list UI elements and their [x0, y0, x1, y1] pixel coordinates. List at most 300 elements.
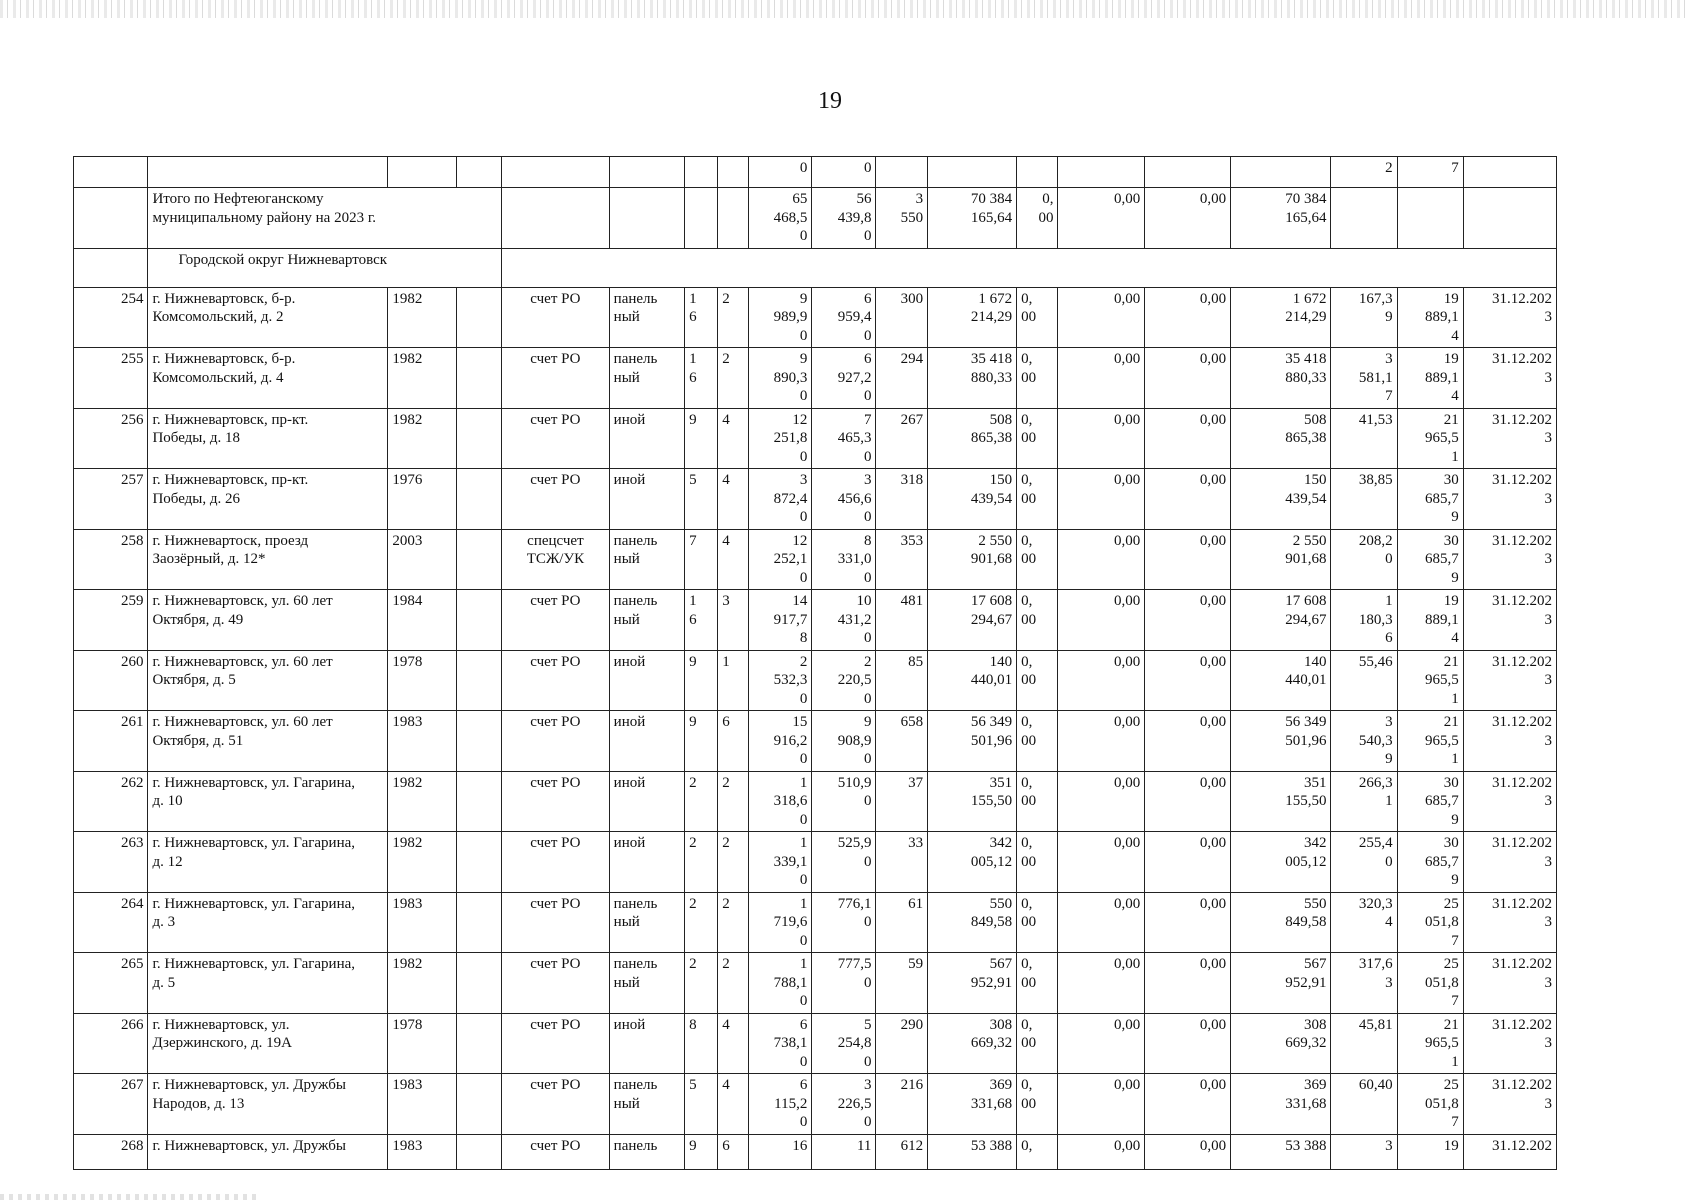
- cell-c1: 0, 00: [1017, 469, 1058, 530]
- cell-c2: 0,00: [1058, 1013, 1145, 1074]
- cell: [74, 188, 148, 249]
- cell-num: 257: [74, 469, 148, 530]
- cell: [502, 188, 610, 249]
- cell: 70 384 165,64: [1231, 188, 1331, 249]
- cell: 65 468,5 0: [749, 188, 812, 249]
- cell-c2: 0,00: [1058, 953, 1145, 1014]
- cell-num: 254: [74, 287, 148, 348]
- cell-cost-total: 369 331,68: [928, 1074, 1017, 1135]
- cell-area-total: 1 318,6 0: [749, 771, 812, 832]
- cell-per-m2: 45,81: [1331, 1013, 1397, 1074]
- cell: [1463, 157, 1556, 188]
- table-row: [74, 711, 1557, 772]
- cell-area-living: 6 959,4 0: [812, 287, 876, 348]
- cell-per-m2: 38,85: [1331, 469, 1397, 530]
- cell-floors: 9: [685, 650, 718, 711]
- cell-floors: 1 6: [685, 590, 718, 651]
- cell: [456, 157, 502, 188]
- cell-floors: 9: [685, 1134, 718, 1169]
- cell-cost-total: 140 440,01: [928, 650, 1017, 711]
- cell-date: 31.12.202 3: [1463, 529, 1556, 590]
- cell-floors: 7: [685, 529, 718, 590]
- cell-entrances: 4: [718, 408, 749, 469]
- cell-area-total: 2 532,3 0: [749, 650, 812, 711]
- cell-date: 31.12.202 3: [1463, 953, 1556, 1014]
- cell-material: панель ный: [609, 953, 684, 1014]
- cell: [502, 157, 610, 188]
- cell-c2: 0,00: [1058, 892, 1145, 953]
- cell-limit: 21 965,5 1: [1397, 650, 1463, 711]
- table-row: [74, 408, 1557, 469]
- cell-num: 258: [74, 529, 148, 590]
- cell-c2: 0,00: [1058, 529, 1145, 590]
- cell-per-m2: 55,46: [1331, 650, 1397, 711]
- cell-address: г. Нижневартовск, ул. Дружбы: [148, 1134, 388, 1169]
- cell-residents: 59: [876, 953, 928, 1014]
- cell-cost-own: 53 388: [1231, 1134, 1331, 1169]
- cell-account: счет РО: [502, 650, 610, 711]
- cell-address: г. Нижневартовск, ул. Гагарина, д. 10: [148, 771, 388, 832]
- cell-blank: [456, 469, 502, 530]
- cell-area-living: 3 226,5 0: [812, 1074, 876, 1135]
- cell-address: г. Нижневартовск, пр-кт. Победы, д. 26: [148, 469, 388, 530]
- section-header-row: [74, 248, 1557, 287]
- cell-material: панель: [609, 1134, 684, 1169]
- cell-account: счет РО: [502, 711, 610, 772]
- cell-address: г. Нижневартовск, ул. Гагарина, д. 12: [148, 832, 388, 893]
- cell-material: панель ный: [609, 529, 684, 590]
- cell-limit: 19 889,1 4: [1397, 287, 1463, 348]
- cell: [609, 157, 684, 188]
- cell-cost-total: 150 439,54: [928, 469, 1017, 530]
- cell-date: 31.12.202 3: [1463, 650, 1556, 711]
- cell-material: панель ный: [609, 590, 684, 651]
- cell-date: 31.12.202 3: [1463, 711, 1556, 772]
- cell: [928, 157, 1017, 188]
- cell-per-m2: 3: [1331, 1134, 1397, 1169]
- cell-account: счет РО: [502, 892, 610, 953]
- cell-c3: 0,00: [1145, 650, 1231, 711]
- cell: [1463, 188, 1556, 249]
- page-number: 19: [818, 88, 842, 114]
- cell-account: счет РО: [502, 832, 610, 893]
- cell-c2: 0,00: [1058, 771, 1145, 832]
- cell-c3: 0,00: [1145, 287, 1231, 348]
- cell-material: панель ный: [609, 892, 684, 953]
- cell-date: 31.12.202 3: [1463, 771, 1556, 832]
- cell-year: 1982: [388, 408, 456, 469]
- cell-num: 260: [74, 650, 148, 711]
- cell-area-living: 776,1 0: [812, 892, 876, 953]
- cell-entrances: 2: [718, 953, 749, 1014]
- cell-blank: [456, 892, 502, 953]
- cell-area-living: 2 220,5 0: [812, 650, 876, 711]
- cell-floors: 5: [685, 469, 718, 530]
- cell-c2: 0,00: [1058, 590, 1145, 651]
- cell-limit: 30 685,7 9: [1397, 771, 1463, 832]
- cell-area-total: 9 890,3 0: [749, 348, 812, 409]
- cell-entrances: 2: [718, 892, 749, 953]
- cell-area-living: 10 431,2 0: [812, 590, 876, 651]
- cell-material: панель ный: [609, 348, 684, 409]
- cell-address: г. Нижневартовск, б-р. Комсомольский, д. 4: [148, 348, 388, 409]
- cell-area-living: 5 254,8 0: [812, 1013, 876, 1074]
- cell-blank: [456, 348, 502, 409]
- cell-cost-total: 1 672 214,29: [928, 287, 1017, 348]
- cell-entrances: 6: [718, 711, 749, 772]
- cell-cost-total: 2 550 901,68: [928, 529, 1017, 590]
- table-row: [74, 892, 1557, 953]
- scan-edge-noise: [0, 0, 1686, 18]
- cell-c1: 0, 00: [1017, 1074, 1058, 1135]
- cell: [685, 188, 718, 249]
- cell-blank: [456, 529, 502, 590]
- subtotal-row: [74, 188, 1557, 249]
- cell-material: панель ный: [609, 287, 684, 348]
- cell-material: иной: [609, 408, 684, 469]
- cell-area-living: 777,5 0: [812, 953, 876, 1014]
- cell-residents: 318: [876, 469, 928, 530]
- table-row: [74, 1074, 1557, 1135]
- cell-per-m2: 317,6 3: [1331, 953, 1397, 1014]
- cell-residents: 37: [876, 771, 928, 832]
- cell-material: иной: [609, 650, 684, 711]
- cell-blank: [456, 650, 502, 711]
- cell-cost-own: 342 005,12: [1231, 832, 1331, 893]
- cell-num: 265: [74, 953, 148, 1014]
- cell-account: счет РО: [502, 469, 610, 530]
- cell-area-living: 9 908,9 0: [812, 711, 876, 772]
- table-row: [74, 650, 1557, 711]
- cell-blank: [456, 590, 502, 651]
- cell-c1: 0, 00: [1017, 590, 1058, 651]
- cell-address: г. Нижневартовск, ул. Гагарина, д. 5: [148, 953, 388, 1014]
- cell-c2: 0,00: [1058, 1074, 1145, 1135]
- cell-year: 1982: [388, 348, 456, 409]
- cell: [1397, 188, 1463, 249]
- table-row: [74, 469, 1557, 530]
- cell: 2: [1331, 157, 1397, 188]
- cell-date: 31.12.202 3: [1463, 408, 1556, 469]
- cell-per-m2: 208,2 0: [1331, 529, 1397, 590]
- cell-year: 1976: [388, 469, 456, 530]
- section-title: Городской округ Нижневартовск: [148, 248, 502, 287]
- cell-c3: 0,00: [1145, 1074, 1231, 1135]
- cell-num: 266: [74, 1013, 148, 1074]
- cell-per-m2: 41,53: [1331, 408, 1397, 469]
- cell-year: 1983: [388, 1074, 456, 1135]
- cell-date: 31.12.202 3: [1463, 832, 1556, 893]
- table-row: [74, 953, 1557, 1014]
- table-row: [74, 287, 1557, 348]
- cell: 70 384 165,64: [928, 188, 1017, 249]
- housing-table: [73, 156, 1557, 1170]
- cell-c3: 0,00: [1145, 1134, 1231, 1169]
- cell-c3: 0,00: [1145, 892, 1231, 953]
- cell-per-m2: 3 581,1 7: [1331, 348, 1397, 409]
- cell-date: 31.12.202 3: [1463, 1013, 1556, 1074]
- cell-blank: [456, 711, 502, 772]
- cell-floors: 5: [685, 1074, 718, 1135]
- cell-per-m2: 266,3 1: [1331, 771, 1397, 832]
- cell-c3: 0,00: [1145, 771, 1231, 832]
- cell-blank: [456, 287, 502, 348]
- cell-blank: [456, 1074, 502, 1135]
- cell-cost-own: 369 331,68: [1231, 1074, 1331, 1135]
- cell-limit: 30 685,7 9: [1397, 529, 1463, 590]
- cell-residents: 85: [876, 650, 928, 711]
- cell-limit: 19 889,1 4: [1397, 590, 1463, 651]
- cell-limit: 25 051,8 7: [1397, 1074, 1463, 1135]
- cell-floors: 2: [685, 771, 718, 832]
- cell-c2: 0,00: [1058, 469, 1145, 530]
- cell-num: 263: [74, 832, 148, 893]
- cell: 7: [1397, 157, 1463, 188]
- cell-entrances: 2: [718, 832, 749, 893]
- cell-limit: 25 051,8 7: [1397, 892, 1463, 953]
- cell-blank: [456, 832, 502, 893]
- cell-account: счет РО: [502, 953, 610, 1014]
- table-row: [74, 1013, 1557, 1074]
- cell-c3: 0,00: [1145, 1013, 1231, 1074]
- continuation-row: [74, 157, 1557, 188]
- cell-area-living: 3 456,6 0: [812, 469, 876, 530]
- cell-entrances: 2: [718, 771, 749, 832]
- cell-floors: 2: [685, 953, 718, 1014]
- cell-floors: 1 6: [685, 287, 718, 348]
- cell-account: счет РО: [502, 590, 610, 651]
- cell-floors: 2: [685, 832, 718, 893]
- cell: [609, 188, 684, 249]
- cell-area-total: 14 917,7 8: [749, 590, 812, 651]
- cell-account: счет РО: [502, 287, 610, 348]
- scan-edge-noise: [0, 1194, 260, 1200]
- cell-limit: 30 685,7 9: [1397, 469, 1463, 530]
- cell-cost-total: 567 952,91: [928, 953, 1017, 1014]
- cell-entrances: 4: [718, 469, 749, 530]
- cell-num: 256: [74, 408, 148, 469]
- cell-c2: 0,00: [1058, 348, 1145, 409]
- cell-cost-total: 56 349 501,96: [928, 711, 1017, 772]
- cell-year: 2003: [388, 529, 456, 590]
- cell: [148, 157, 388, 188]
- cell-area-total: 12 252,1 0: [749, 529, 812, 590]
- cell-blank: [456, 953, 502, 1014]
- table-row: [74, 529, 1557, 590]
- cell-area-total: 6 738,1 0: [749, 1013, 812, 1074]
- cell-entrances: 2: [718, 287, 749, 348]
- cell-area-total: 1 719,6 0: [749, 892, 812, 953]
- cell-c1: 0, 00: [1017, 408, 1058, 469]
- cell-date: 31.12.202 3: [1463, 469, 1556, 530]
- cell: 56 439,8 0: [812, 188, 876, 249]
- cell-address: г. Нижневартовск, б-р. Комсомольский, д. 2: [148, 287, 388, 348]
- cell-c1: 0, 00: [1017, 892, 1058, 953]
- cell-cost-own: 308 669,32: [1231, 1013, 1331, 1074]
- cell-area-total: 1 788,1 0: [749, 953, 812, 1014]
- cell-residents: 612: [876, 1134, 928, 1169]
- cell: [1058, 157, 1145, 188]
- cell-residents: 33: [876, 832, 928, 893]
- cell-residents: 353: [876, 529, 928, 590]
- cell-cost-total: 508 865,38: [928, 408, 1017, 469]
- cell-address: г. Нижневартовск, ул. 60 лет Октября, д. 5: [148, 650, 388, 711]
- cell-date: 31.12.202: [1463, 1134, 1556, 1169]
- cell-floors: 1 6: [685, 348, 718, 409]
- cell-blank: [456, 1013, 502, 1074]
- cell-c2: 0,00: [1058, 1134, 1145, 1169]
- cell-entrances: 4: [718, 1074, 749, 1135]
- cell-cost-own: 508 865,38: [1231, 408, 1331, 469]
- cell-c3: 0,00: [1145, 711, 1231, 772]
- cell-area-total: 16: [749, 1134, 812, 1169]
- cell: [1145, 157, 1231, 188]
- cell-floors: 9: [685, 711, 718, 772]
- cell-account: счет РО: [502, 408, 610, 469]
- cell-per-m2: 320,3 4: [1331, 892, 1397, 953]
- cell-floors: 2: [685, 892, 718, 953]
- cell-entrances: 4: [718, 1013, 749, 1074]
- cell-blank: [456, 1134, 502, 1169]
- cell-cost-own: 150 439,54: [1231, 469, 1331, 530]
- cell-cost-own: 1 672 214,29: [1231, 287, 1331, 348]
- cell-account: счет РО: [502, 1134, 610, 1169]
- cell-limit: 30 685,7 9: [1397, 832, 1463, 893]
- cell-per-m2: 167,3 9: [1331, 287, 1397, 348]
- cell-address: г. Нижневартовск, пр-кт. Победы, д. 18: [148, 408, 388, 469]
- cell: 0: [749, 157, 812, 188]
- cell-c3: 0,00: [1145, 590, 1231, 651]
- cell-c1: 0, 00: [1017, 832, 1058, 893]
- cell-c2: 0,00: [1058, 287, 1145, 348]
- cell-c1: 0, 00: [1017, 529, 1058, 590]
- subtotal-label: Итого по Нефтеюганскому муниципальному району на 2023 г.: [148, 188, 502, 249]
- cell-year: 1978: [388, 1013, 456, 1074]
- cell-residents: 294: [876, 348, 928, 409]
- cell-limit: 19 889,1 4: [1397, 348, 1463, 409]
- cell-year: 1984: [388, 590, 456, 651]
- cell-limit: 19: [1397, 1134, 1463, 1169]
- cell-c2: 0,00: [1058, 650, 1145, 711]
- table-row: [74, 832, 1557, 893]
- cell-entrances: 3: [718, 590, 749, 651]
- cell-material: иной: [609, 771, 684, 832]
- cell-year: 1982: [388, 832, 456, 893]
- cell-per-m2: 255,4 0: [1331, 832, 1397, 893]
- cell-num: 255: [74, 348, 148, 409]
- cell: [718, 157, 749, 188]
- cell-per-m2: 60,40: [1331, 1074, 1397, 1135]
- cell-account: счет РО: [502, 1074, 610, 1135]
- cell-address: г. Нижневартовск, ул. Гагарина, д. 3: [148, 892, 388, 953]
- cell-cost-total: 53 388: [928, 1134, 1017, 1169]
- cell-area-total: 15 916,2 0: [749, 711, 812, 772]
- cell-per-m2: 3 540,3 9: [1331, 711, 1397, 772]
- cell-address: г. Нижневартовск, ул. 60 лет Октября, д. 51: [148, 711, 388, 772]
- cell-num: 264: [74, 892, 148, 953]
- cell-residents: 481: [876, 590, 928, 651]
- cell-date: 31.12.202 3: [1463, 590, 1556, 651]
- cell-c1: 0, 00: [1017, 348, 1058, 409]
- cell-cost-own: 140 440,01: [1231, 650, 1331, 711]
- cell-area-living: 6 927,2 0: [812, 348, 876, 409]
- cell: [388, 157, 456, 188]
- cell-area-living: 11: [812, 1134, 876, 1169]
- cell-c1: 0, 00: [1017, 1013, 1058, 1074]
- cell-c1: 0, 00: [1017, 771, 1058, 832]
- cell-date: 31.12.202 3: [1463, 287, 1556, 348]
- cell-cost-total: 342 005,12: [928, 832, 1017, 893]
- cell-material: иной: [609, 469, 684, 530]
- cell-area-total: 12 251,8 0: [749, 408, 812, 469]
- cell-num: 259: [74, 590, 148, 651]
- cell-entrances: 4: [718, 529, 749, 590]
- cell-entrances: 1: [718, 650, 749, 711]
- cell-c3: 0,00: [1145, 529, 1231, 590]
- cell-year: 1982: [388, 287, 456, 348]
- cell-residents: 61: [876, 892, 928, 953]
- cell-area-living: 510,9 0: [812, 771, 876, 832]
- table-row: [74, 590, 1557, 651]
- cell-account: счет РО: [502, 348, 610, 409]
- cell-address: г. Нижневартовск, ул. Дзержинского, д. 19А: [148, 1013, 388, 1074]
- cell-c1: 0, 00: [1017, 650, 1058, 711]
- cell-cost-own: 56 349 501,96: [1231, 711, 1331, 772]
- cell-residents: 267: [876, 408, 928, 469]
- cell: [876, 157, 928, 188]
- cell-cost-total: 35 418 880,33: [928, 348, 1017, 409]
- cell: 0: [812, 157, 876, 188]
- cell-cost-total: 308 669,32: [928, 1013, 1017, 1074]
- cell: [685, 157, 718, 188]
- cell-year: 1983: [388, 711, 456, 772]
- cell-cost-total: 17 608 294,67: [928, 590, 1017, 651]
- cell-material: иной: [609, 832, 684, 893]
- cell-residents: 290: [876, 1013, 928, 1074]
- cell-c3: 0,00: [1145, 832, 1231, 893]
- cell-cost-total: 351 155,50: [928, 771, 1017, 832]
- cell-c2: 0,00: [1058, 711, 1145, 772]
- cell-area-total: 1 339,1 0: [749, 832, 812, 893]
- cell-year: 1983: [388, 892, 456, 953]
- cell: [74, 157, 148, 188]
- cell-c2: 0,00: [1058, 832, 1145, 893]
- cell-area-total: 3 872,4 0: [749, 469, 812, 530]
- cell-c3: 0,00: [1145, 469, 1231, 530]
- cell-residents: 216: [876, 1074, 928, 1135]
- cell-entrances: 6: [718, 1134, 749, 1169]
- cell-num: 261: [74, 711, 148, 772]
- cell: [1231, 157, 1331, 188]
- cell-date: 31.12.202 3: [1463, 1074, 1556, 1135]
- cell-limit: 21 965,5 1: [1397, 711, 1463, 772]
- cell-area-total: 9 989,9 0: [749, 287, 812, 348]
- cell-cost-own: 351 155,50: [1231, 771, 1331, 832]
- cell-c1: 0,: [1017, 1134, 1058, 1169]
- cell-limit: 21 965,5 1: [1397, 1013, 1463, 1074]
- cell-year: 1978: [388, 650, 456, 711]
- cell-date: 31.12.202 3: [1463, 348, 1556, 409]
- cell-account: спецсчет ТСЖ/УК: [502, 529, 610, 590]
- cell-area-living: 7 465,3 0: [812, 408, 876, 469]
- cell: [502, 248, 1557, 287]
- cell-c1: 0, 00: [1017, 287, 1058, 348]
- cell-limit: 21 965,5 1: [1397, 408, 1463, 469]
- cell-year: 1982: [388, 953, 456, 1014]
- cell-entrances: 2: [718, 348, 749, 409]
- cell-material: иной: [609, 711, 684, 772]
- cell-c3: 0,00: [1145, 408, 1231, 469]
